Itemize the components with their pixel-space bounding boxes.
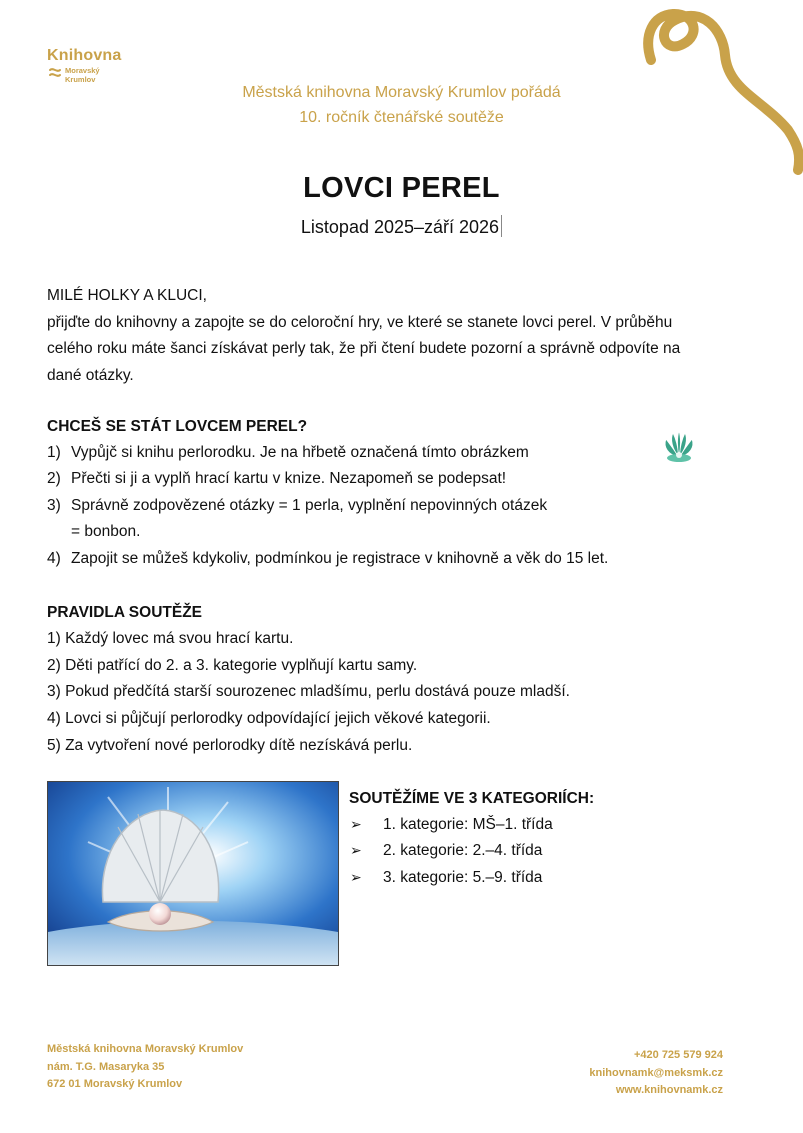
intro-line: přijďte do knihovny a zapojte se do celoroční hry, ve které se stanete lovci perel. V průběhu <box>47 313 673 331</box>
list-item: 4) Zapojit se můžeš kdykoliv, podmínkou je registrace v knihovně a věk do 15 let. <box>47 550 609 567</box>
footer-contact <box>589 1047 723 1100</box>
intro-line: celého roku máte šanci získávat perly tak, že při čtení budete pozorní a správně odpovíte na <box>47 340 681 358</box>
rules-heading: PRAVIDLA SOUTĚŽE <box>47 604 203 621</box>
rule-item: 1) Každý lovec má svou hrací kartu. <box>47 630 294 647</box>
pearl-shell-illustration <box>47 781 339 966</box>
edition-line: 10. ročník čtenářské soutěže <box>299 109 504 126</box>
email-link[interactable]: knihovnamk@meksmk.cz <box>589 1066 723 1079</box>
category-item: ➢ 2. kategorie: 2.–4. třída <box>350 842 543 859</box>
logo-subtitle: Moravský Krumlov <box>65 66 100 84</box>
rule-item: 4) Lovci si půjčují perlorodky odpovídající jejich věkové kategorii. <box>47 710 491 727</box>
pearl-shell-icon <box>660 429 698 465</box>
page-title: LOVCI PEREL <box>303 172 500 204</box>
date-range: Listopad 2025–září 2026 <box>0 215 803 238</box>
logo-wordmark: Knihovna <box>47 47 122 64</box>
arrow-bullet-icon: ➢ <box>350 842 362 858</box>
how-to-heading: CHCEŠ SE STÁT LOVCEM PEREL? <box>47 418 308 435</box>
library-logo <box>47 47 137 87</box>
list-item: 3) Správně zodpovězené otázky = 1 perla, vyplnění nepovinných otázek <box>47 497 548 514</box>
intro-line: dané otázky. <box>47 367 134 385</box>
list-item-continuation: = bonbon. <box>71 523 141 540</box>
arrow-bullet-icon: ➢ <box>350 869 362 885</box>
website-link[interactable]: www.knihovnamk.cz <box>615 1084 723 1096</box>
greeting: MILÉ HOLKY A KLUCI, <box>47 287 207 304</box>
list-item: 2) Přečti si ji a vyplň hrací kartu v knize. Nezapomeň se podepsat! <box>47 470 507 487</box>
intro <box>47 283 767 390</box>
footer-address: Městská knihovna Moravský Krumlov nám. T.G. Masaryka 35 672 01 Moravský Krumlov <box>47 1043 244 1090</box>
rule-item: 2) Děti patřící do 2. a 3. kategorie vyplňují kartu samy. <box>47 657 418 674</box>
category-item: ➢ 1. kategorie: MŠ–1. třída <box>350 816 553 833</box>
rule-item: 3) Pokud předčítá starší sourozenec mladšímu, perlu dostává pouze mladší. <box>47 683 570 700</box>
categories-heading: SOUTĚŽÍME VE 3 KATEGORIÍCH: <box>349 790 595 807</box>
category-item: ➢ 3. kategorie: 5.–9. třída <box>350 869 543 886</box>
phone-number: +420 725 579 924 <box>633 1049 723 1061</box>
list-item: 1) Vypůjč si knihu perlorodku. Je na hřbetě označená tímto obrázkem <box>47 444 529 461</box>
logo-swirl-icon <box>48 67 62 81</box>
rule-item: 5) Za vytvoření nové perlorodky dítě nezískává perlu. <box>47 737 413 754</box>
arrow-bullet-icon: ➢ <box>350 816 362 832</box>
organizer-line: Městská knihovna Moravský Krumlov pořádá <box>242 84 561 101</box>
